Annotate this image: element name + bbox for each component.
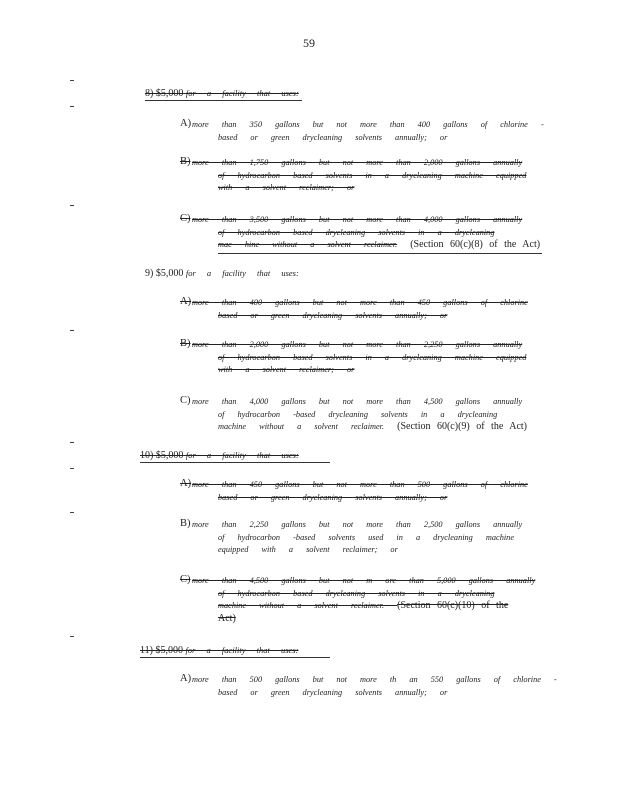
margin-mark	[70, 205, 74, 206]
page-number: 59	[303, 36, 315, 50]
margin-mark	[70, 80, 74, 81]
section-reference: (Section 60(c)(10) of the	[397, 600, 509, 611]
margin-mark	[70, 330, 74, 331]
heading-underline	[140, 462, 330, 463]
section-11-heading: 11) $5,000 for a facility that uses:	[140, 645, 299, 656]
section-10-heading: 10) $5,000 for a facility that uses:	[140, 450, 299, 461]
section-reference-continued: Act)	[218, 612, 236, 624]
section-reference: (Section 60(c)(9) of the Act)	[397, 421, 527, 432]
section-9-heading: 9) $5,000 for a facility that uses:	[145, 268, 299, 279]
section-reference: (Section 60(c)(8) of the Act)	[410, 239, 541, 250]
heading-underline	[140, 657, 330, 658]
reference-underline	[218, 253, 542, 254]
margin-mark	[70, 106, 74, 107]
section-8-heading: 8) $5,000 for a facility that uses:	[145, 88, 299, 99]
margin-mark	[70, 512, 74, 513]
margin-mark	[70, 468, 74, 469]
margin-mark	[70, 636, 74, 637]
heading-underline	[145, 100, 302, 101]
margin-mark	[70, 442, 74, 443]
